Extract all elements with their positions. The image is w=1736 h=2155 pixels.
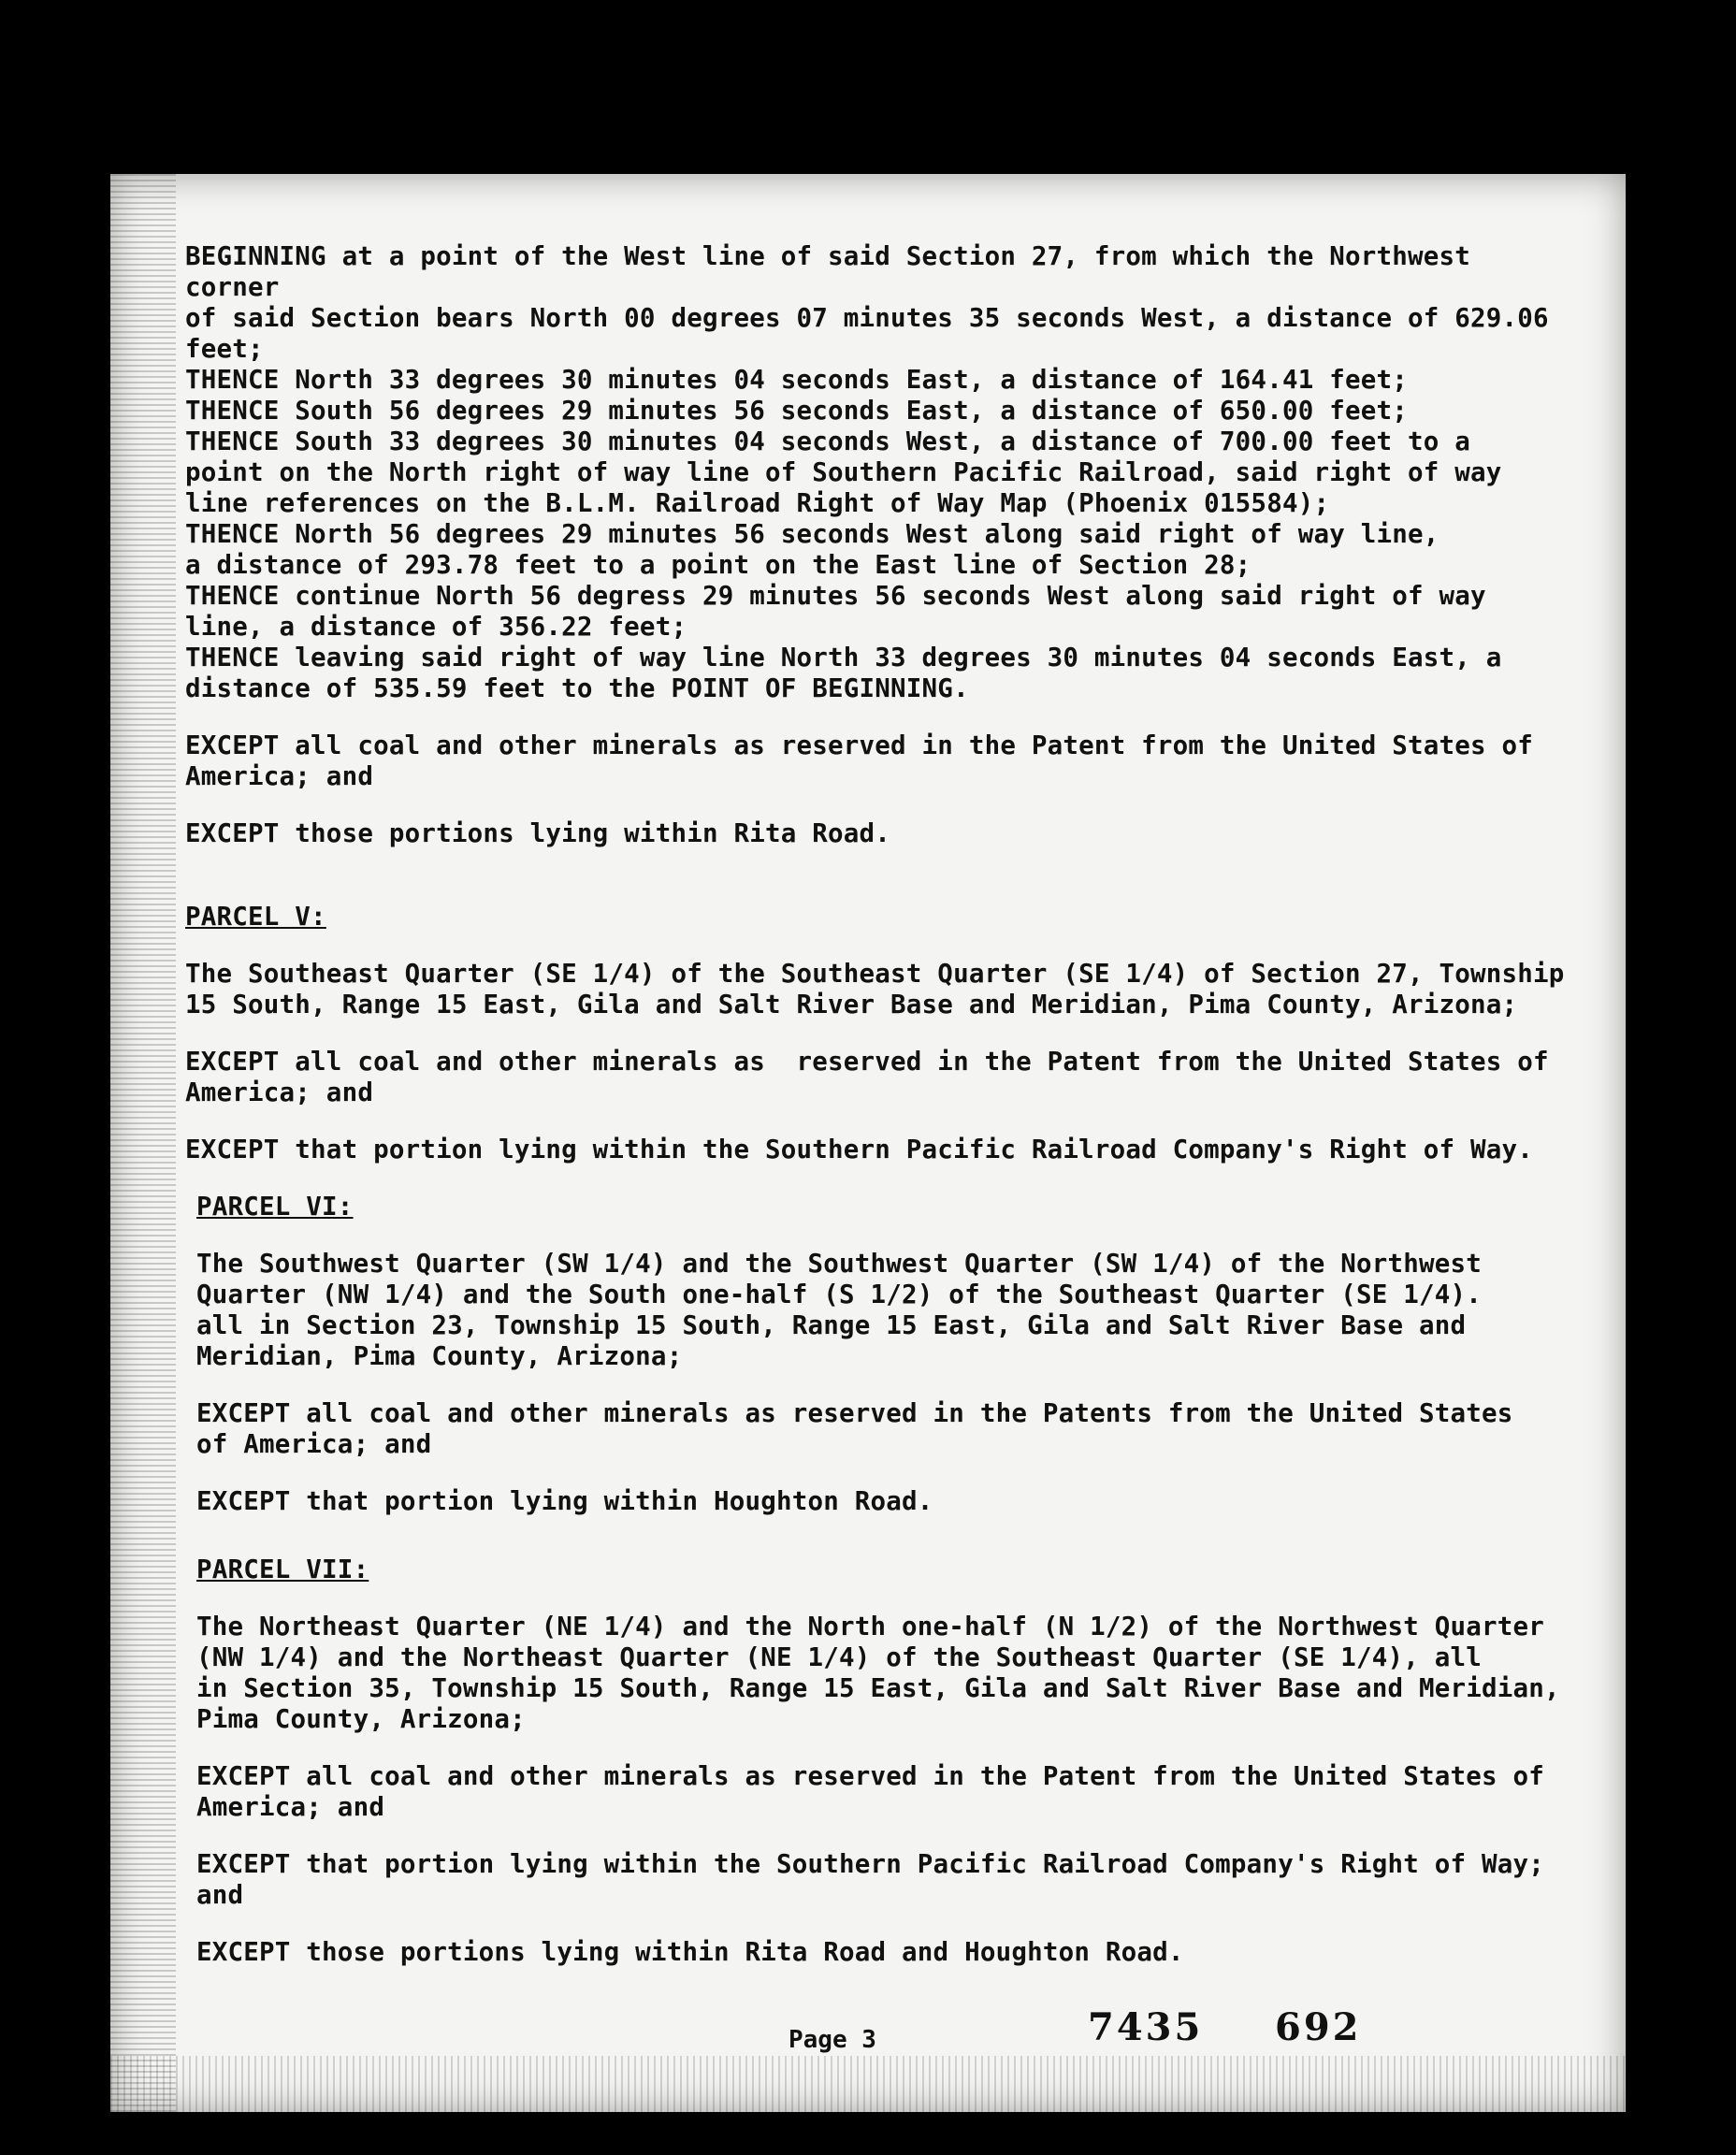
description-line: THENCE North 33 degrees 30 minutes 04 seconds East, a distance of 164.41 feet; bbox=[185, 365, 1408, 395]
description-line: THENCE leaving said right of way line North 33 degrees 30 minutes 04 seconds East, a bbox=[185, 643, 1502, 673]
description-line: of said Section bears North 00 degrees 07 minutes 35 seconds West, a distance of 629.06 bbox=[185, 303, 1549, 333]
except-clause: EXCEPT those portions lying within Rita Road and Houghton Road. bbox=[196, 1937, 1184, 1967]
parcel-body: The Northeast Quarter (NE 1/4) and the North one-half (N 1/2) of the Northwest Quarter (NW 1/4) and the Northeast Quarter (NE 1/4) of the Southeast Quarter (SE 1/4), all in Section 35, Township 15 South, Range 15 East, Gila and Salt River Base and Meridian, Pima County, Arizona; bbox=[196, 1612, 1560, 1734]
description-line: THENCE South 33 degrees 30 minutes 04 seconds West, a distance of 700.00 feet to a bbox=[185, 427, 1471, 456]
description-line: line, a distance of 356.22 feet; bbox=[185, 612, 687, 642]
except-clause: EXCEPT that portion lying within the Southern Pacific Railroad Company's Right of Way; and bbox=[196, 1849, 1560, 1910]
description-line: feet; bbox=[185, 334, 264, 364]
parcel-heading: PARCEL VII: bbox=[196, 1555, 369, 1584]
description-line: point on the North right of way line of Southern Pacific Railroad, said right of way bbox=[185, 457, 1502, 487]
recording-stamp-page: 692 bbox=[1275, 2005, 1362, 2049]
except-clause: EXCEPT those portions lying within Rita Road. bbox=[185, 818, 891, 848]
except-clause: EXCEPT that portion lying within Houghton Road. bbox=[196, 1486, 933, 1516]
except-clause: EXCEPT all coal and other minerals as reserved in the Patent from the United States of America; and bbox=[185, 1047, 1549, 1107]
description-line: a distance of 293.78 feet to a point on the East line of Section 28; bbox=[185, 550, 1251, 580]
except-clause: EXCEPT that portion lying within the Southern Pacific Railroad Company's Right of Way. bbox=[185, 1135, 1534, 1164]
legal-description bbox=[185, 241, 1570, 1968]
metes-and-bounds-block bbox=[185, 241, 1570, 704]
parcel-body: The Southwest Quarter (SW 1/4) and the Southwest Quarter (SW 1/4) of the Northwest Quarter (NW 1/4) and the South one-half (S 1/2) of the Southeast Quarter (SE 1/4). all in Section 23, Township 15 South, Range 15 East, Gila and Salt River Base and Meridian, Pima County, Arizona; bbox=[196, 1249, 1483, 1371]
parcel-heading: PARCEL VI: bbox=[196, 1192, 354, 1222]
scan-top-border bbox=[0, 0, 1736, 178]
parcel-body: The Southeast Quarter (SE 1/4) of the Southeast Quarter (SE 1/4) of Section 27, Township 15 South, Range 15 East, Gila and Salt River Base and Meridian, Pima County, Arizona; bbox=[185, 959, 1565, 1020]
parcel-heading: PARCEL V: bbox=[185, 902, 326, 932]
document-page bbox=[110, 174, 1626, 2112]
page-footer bbox=[110, 1998, 1626, 2073]
except-clause: EXCEPT all coal and other minerals as reserved in the Patent from the United States of America; and bbox=[196, 1761, 1545, 1822]
except-clause: EXCEPT all coal and other minerals as reserved in the Patent from the United States of America; and bbox=[185, 730, 1534, 791]
description-line: line references on the B.L.M. Railroad Right of Way Map (Phoenix 015584); bbox=[185, 488, 1330, 518]
recording-stamp-docket: 7435 bbox=[1088, 2005, 1204, 2049]
page-number: Page 3 bbox=[788, 2026, 876, 2054]
description-line: THENCE continue North 56 degress 29 minutes 56 seconds West along said right of way bbox=[185, 581, 1486, 611]
except-clause: EXCEPT all coal and other minerals as reserved in the Patents from the United States of America; and bbox=[196, 1398, 1513, 1459]
description-line: THENCE North 56 degrees 29 minutes 56 seconds West along said right of way line, bbox=[185, 519, 1439, 549]
description-line: BEGINNING at a point of the West line of said Section 27, from which the Northwest corner bbox=[185, 241, 1486, 302]
description-line: THENCE South 56 degrees 29 minutes 56 seconds East, a distance of 650.00 feet; bbox=[185, 396, 1408, 426]
description-line: distance of 535.59 feet to the POINT OF BEGINNING. bbox=[185, 673, 969, 703]
